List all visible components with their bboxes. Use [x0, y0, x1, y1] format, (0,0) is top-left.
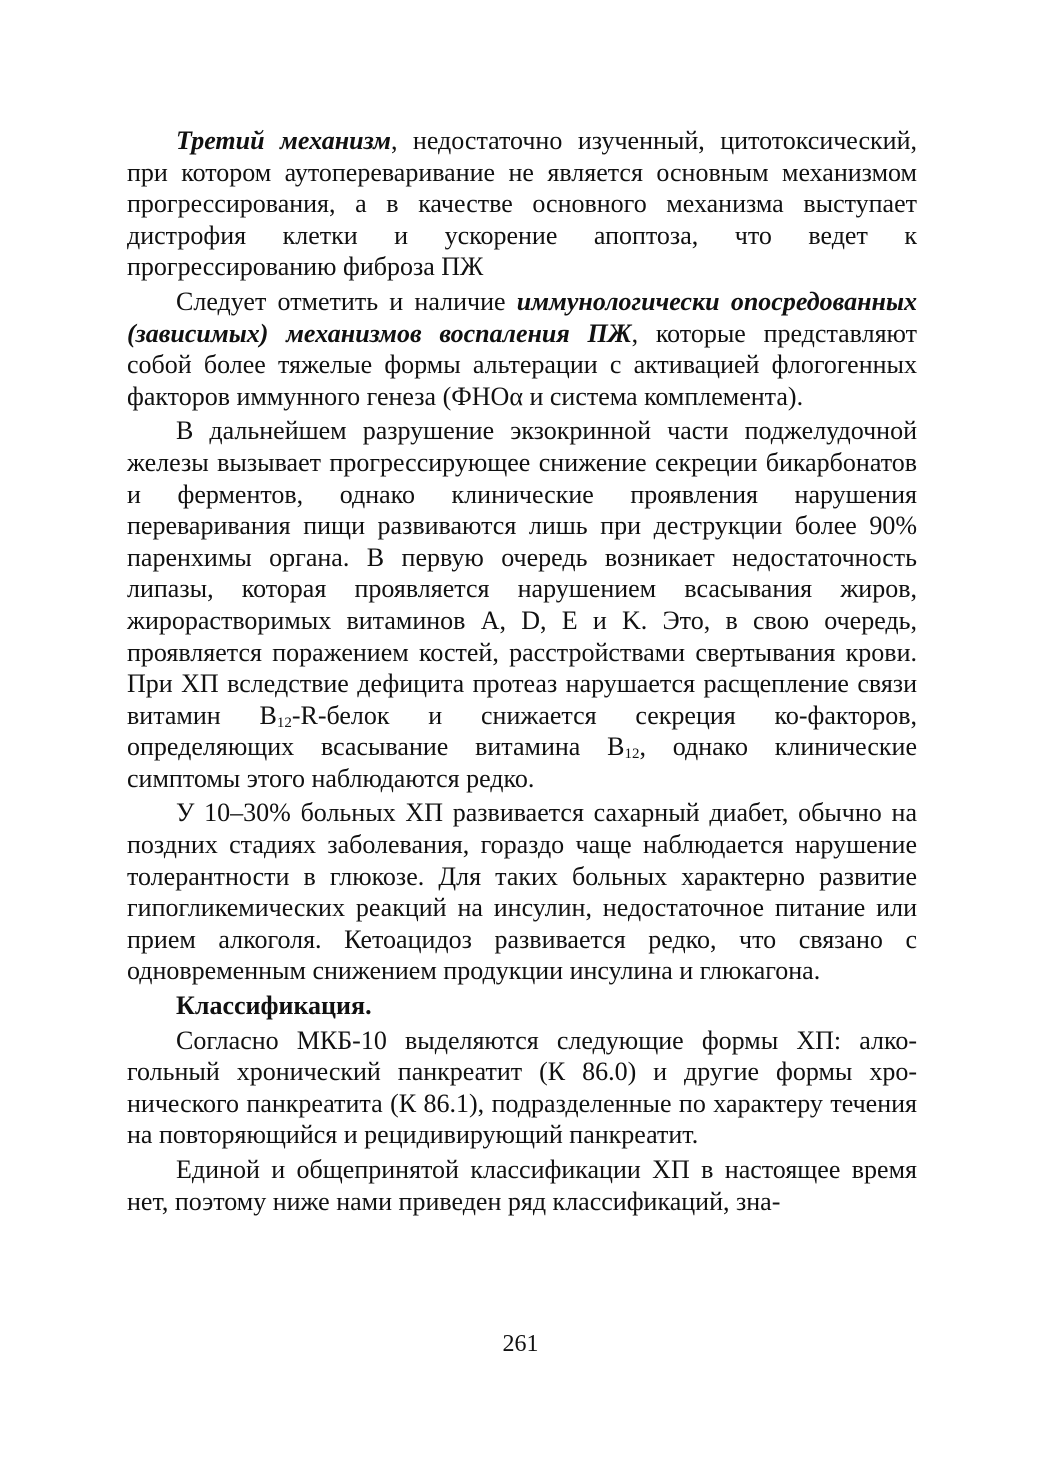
text-run: Классификация. — [176, 991, 372, 1021]
text-run: Согласно МКБ-10 выделяются следующие формы ХП: алкогольный хронический панкреатит (К 86.0) и другие формы хронического панкреатита (К 86.1), подразделенные по характеру течения на повторяющийся и рецидивирующий панкреатит. — [127, 1025, 917, 1150]
subscript: 12 — [624, 746, 640, 763]
text-run: , недостаточно изученный, цитотоксический, при котором аутопереваривание не является основным механизмом прогрессирования, а в качестве основного механизма выступает дистрофия клетки и ускорение апоптоза, что ведет к прогрессированию фиброза ПЖ — [127, 126, 917, 282]
text-run: -R-белок и снижается секреция ко-факторов, определяющих всасывание витамина В — [127, 700, 917, 762]
text-run: Следует отметить и наличие — [176, 286, 517, 316]
paragraph — [127, 286, 917, 412]
text-run: В дальнейшем разрушение экзокринной части поджелудочной железы вызывает прогрессирующее снижение секреции бикарбонатов и ферментов, однако клинические проявления нарушения переваривания пищи развиваются лишь при деструкции более 90% паренхимы органа. В первую очередь возникает недостаточность липазы, которая проявляется нарушением всасывания жиров, жирорастворимых витаминов А, D, Е и K. Это, в свою очередь, проявляется поражением костей, расстройствами свертывания крови. При ХП вследствие дефицита протеаз нарушается расщепление связи витамин В — [127, 416, 917, 730]
paragraph — [127, 1025, 917, 1151]
text-run: , однако клинические симптомы этого наблюдаются редко. — [127, 732, 917, 793]
emphasized-text: иммунологически опосредованных (зависимых) механизмов воспаления ПЖ — [127, 286, 917, 348]
paragraph — [127, 125, 917, 283]
paragraph — [127, 415, 917, 794]
paragraph — [127, 797, 917, 987]
subscript: 12 — [276, 714, 292, 731]
text-run: , которые представляют собой более тяжелые формы альтерации с активацией флогогенных факторов иммунного генеза (ФНОα и система комплемента). — [127, 318, 917, 411]
page-body — [127, 125, 917, 1220]
text-run: У 10–30% больных ХП развивается сахарный диабет, обычно на поздних стадиях заболевания, гораздо чаще наблюдается нарушение толерантности в глюкозе. Для таких больных характерно развитие гипогликемических реакций на инсулин, недостаточное питание или прием алкоголя. Кетоацидоз развивается редко, что связано с одновременным снижением продукции инсулина и глюкагона. — [127, 798, 917, 986]
paragraph — [127, 1154, 917, 1217]
page-number: 261 — [502, 1331, 539, 1357]
text-run: Единой и общепринятой классификации ХП в настоящее время нет, поэтому ниже нами приведен ряд классификаций, зна- — [127, 1155, 917, 1216]
section-heading — [127, 990, 917, 1022]
emphasized-text: Третий механизм — [176, 126, 391, 155]
